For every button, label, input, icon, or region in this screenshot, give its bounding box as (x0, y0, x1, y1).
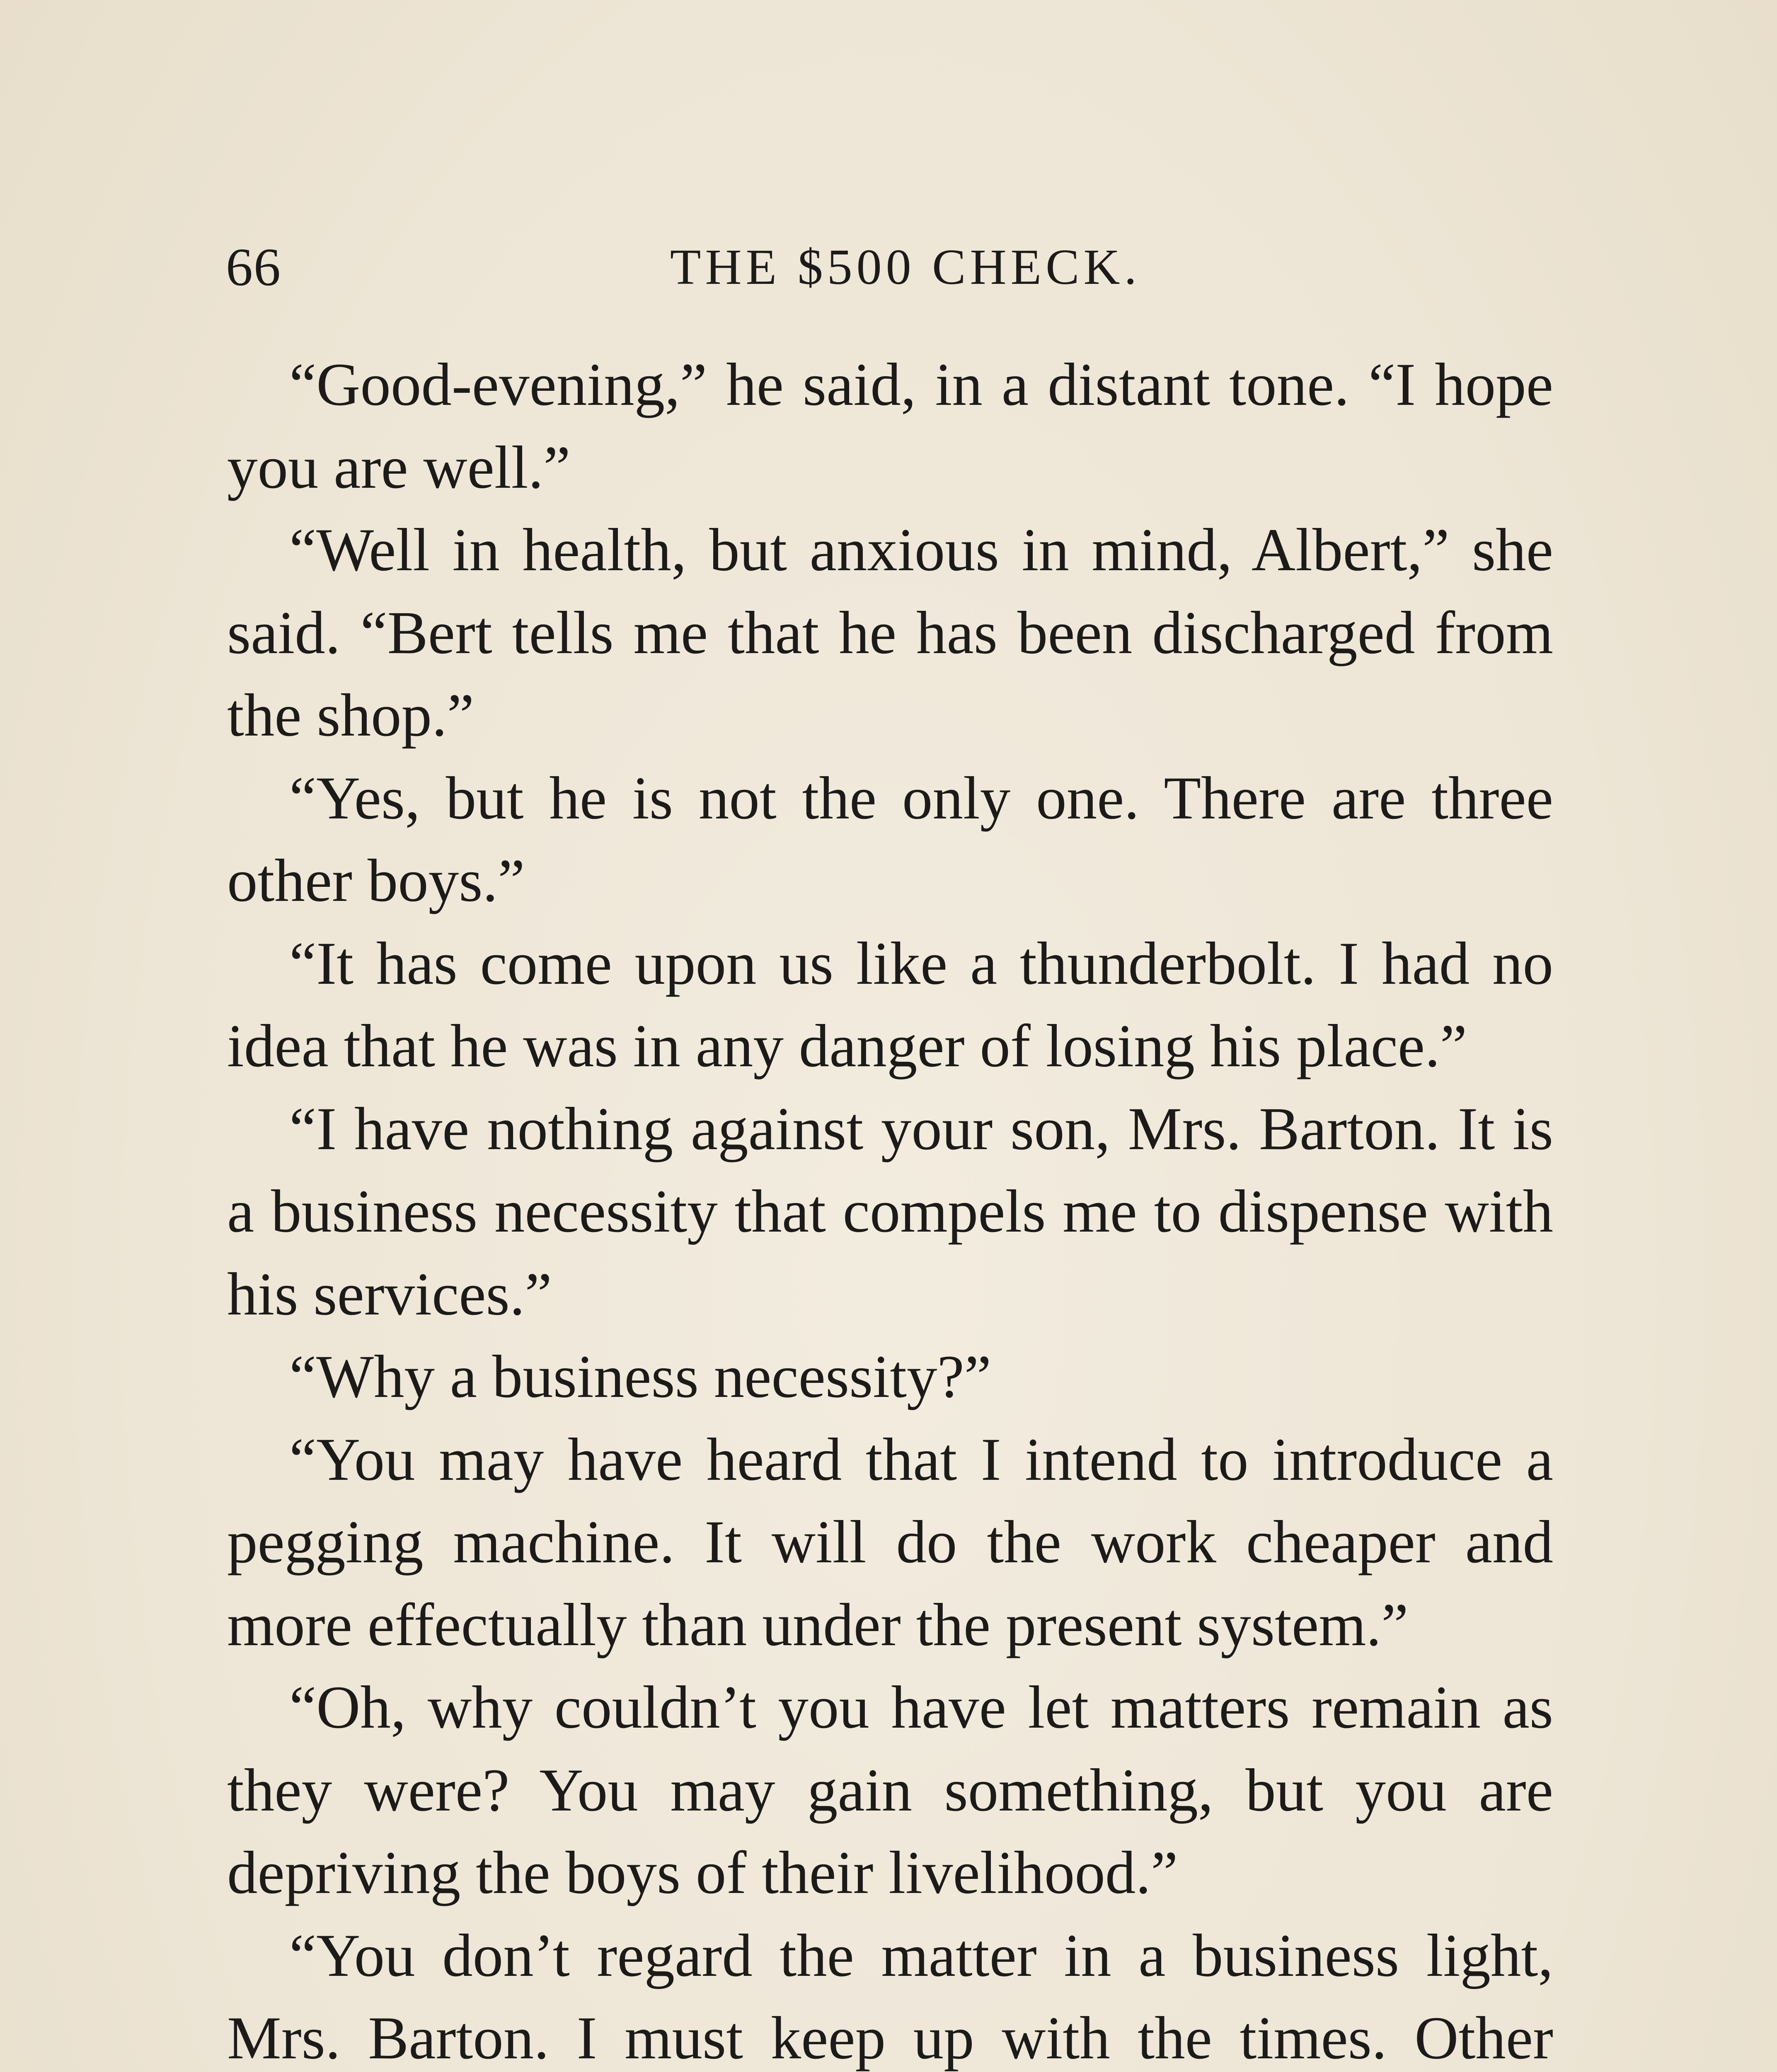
paragraph: “I have nothing against your son, Mrs. Barton. It is a business necessity that compels me to dispense with his services.” (227, 1094, 1553, 1328)
paragraph: “You don’t regard the matter in a business light, Mrs. Barton. I must keep up with the times. Other (227, 1921, 1553, 2072)
paragraph: “Why a business necessity?” (289, 1343, 992, 1410)
paragraph: “Oh, why couldn’t you have let matters remain as they were? You may gain something, but you are depriving the boys of their livelihood.” (227, 1673, 1553, 1906)
page-header (226, 230, 1552, 305)
paragraph: “Well in health, but anxious in mind, Albert,” she said. “Bert tells me that he has been discharged from the shop.” (227, 516, 1553, 749)
page-number: 66 (226, 237, 281, 297)
running-head: THE $500 CHECK. (670, 239, 1141, 295)
paragraph: “Yes, but he is not the only one. There are three other boys.” (227, 764, 1553, 914)
paragraph: “You may have heard that I intend to introduce a pegging machine. It will do the work cheaper and more effectually than under the present system.” (227, 1425, 1553, 1658)
paragraph: “Good-evening,” he said, in a distant tone. “I hope you are well.” (227, 351, 1553, 501)
body-text (227, 343, 1553, 2072)
paragraph: “It has come upon us like a thunderbolt. I had no idea that he was in any danger of losing his place.” (227, 929, 1553, 1080)
